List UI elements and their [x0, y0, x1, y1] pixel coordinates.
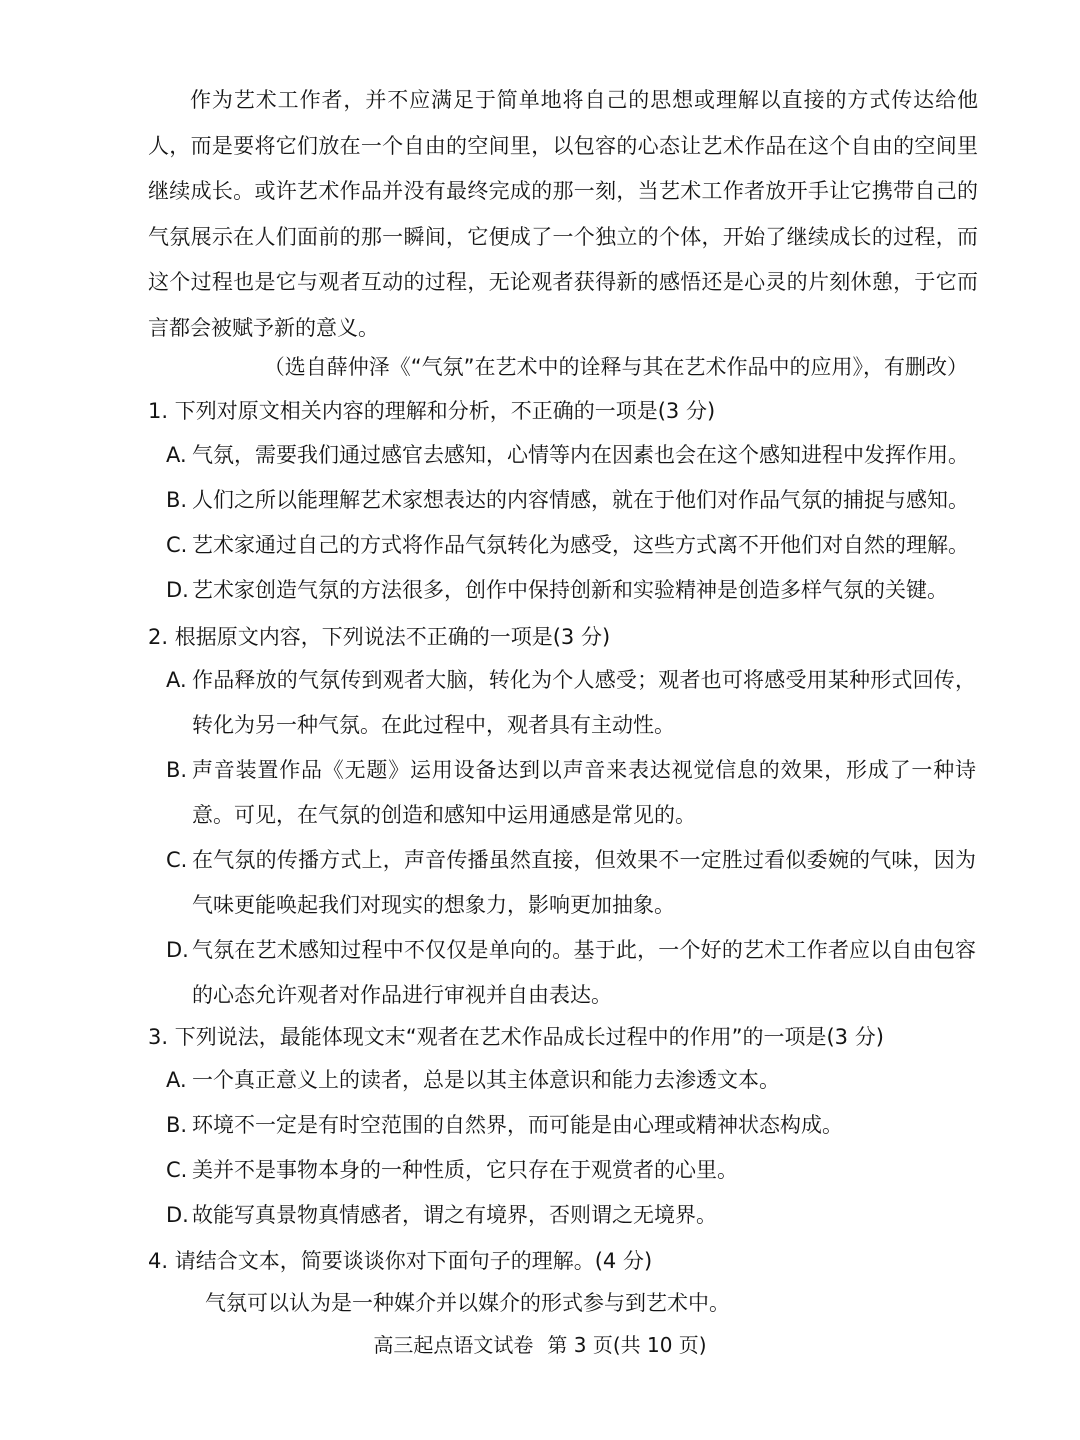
option-text: 美并不是事物本身的一种性质，它只存在于观赏者的心里。	[192, 1158, 738, 1182]
exam-title: 高三起点语文试卷	[373, 1333, 534, 1357]
option-text: 艺术家创造气氛的方法很多，创作中保持创新和实验精神是创造多样气氛的关键。	[192, 578, 948, 602]
option-label: B.	[166, 1113, 188, 1137]
option-label: C.	[166, 848, 188, 872]
option-text: 人们之所以能理解艺术家想表达的内容情感，就在于他们对作品气氛的捕捉与感知。	[192, 488, 969, 512]
question-3-option-d	[166, 1193, 976, 1238]
passage-source: （选自薛仲泽《“气氛”在艺术中的诠释与其在艺术作品中的应用》，有删改）	[263, 355, 968, 379]
option-label: C.	[166, 1158, 188, 1182]
question-3-stem: 3. 下列说法，最能体现文末“观者在艺术作品成长过程中的作用”的一项是(3 分)	[148, 1025, 884, 1049]
option-label: D.	[166, 1203, 189, 1227]
question-1-option-d	[166, 568, 976, 613]
option-label: D.	[166, 938, 189, 962]
page-footer	[0, 1330, 1080, 1360]
question-2-option-b	[166, 748, 976, 838]
option-label: C.	[166, 533, 188, 557]
question-4-stem: 4. 请结合文本，简要谈谈你对下面句子的理解。(4 分)	[148, 1249, 653, 1273]
question-2-stem: 2. 根据原文内容，下列说法不正确的一项是(3 分)	[148, 625, 611, 649]
option-label: B.	[166, 488, 188, 512]
option-text: 气氛在艺术感知过程中不仅仅是单向的。基于此，一个好的艺术工作者应以自由包容的心态允许观者对作品进行审视并自由表达。	[192, 938, 976, 1007]
option-text: 一个真正意义上的读者，总是以其主体意识和能力去渗透文本。	[192, 1068, 780, 1092]
option-text: 在气氛的传播方式上，声音传播虽然直接，但效果不一定胜过看似委婉的气味，因为气味更能唤起我们对现实的想象力，影响更加抽象。	[192, 848, 976, 917]
option-label: B.	[166, 758, 188, 782]
question-2-option-d	[166, 928, 976, 1018]
question-2-option-c	[166, 838, 976, 928]
page-number: 第 3 页(共 10 页)	[547, 1333, 707, 1357]
question-3-option-c	[166, 1148, 976, 1193]
question-1-stem: 1. 下列对原文相关内容的理解和分析，不正确的一项是(3 分)	[148, 399, 716, 423]
option-label: A.	[166, 668, 187, 692]
option-text: 环境不一定是有时空范围的自然界，而可能是由心理或精神状态构成。	[192, 1113, 843, 1137]
question-1-option-c	[166, 523, 976, 568]
question-3-option-b	[166, 1103, 976, 1148]
option-label: D.	[166, 578, 189, 602]
question-2-option-a	[166, 658, 976, 748]
option-text: 艺术家通过自己的方式将作品气氛转化为感受，这些方式离不开他们对自然的理解。	[192, 533, 969, 557]
option-text: 声音装置作品《无题》运用设备达到以声音来表达视觉信息的效果，形成了一种诗意。可见，在气氛的创造和感知中运用通感是常见的。	[192, 758, 976, 827]
question-4-quote: 气氛可以认为是一种媒介并以媒介的形式参与到艺术中。	[205, 1291, 730, 1315]
option-label: A.	[166, 1068, 187, 1092]
passage-paragraph: 作为艺术工作者，并不应满足于简单地将自己的思想或理解以直接的方式传达给他人，而是要将它们放在一个自由的空间里，以包容的心态让艺术作品在这个自由的空间里继续成长。或许艺术作品并没有最终完成的那一刻，当艺术工作者放开手让它携带自己的气氛展示在人们面前的那一瞬间，它便成了一个独立的个体，开始了继续成长的过程，而这个过程也是它与观者互动的过程，无论观者获得新的感悟还是心灵的片刻休憩，于它而言都会被赋予新的意义。	[148, 88, 978, 340]
option-text: 故能写真景物真情感者，谓之有境界，否则谓之无境界。	[192, 1203, 717, 1227]
option-text: 作品释放的气氛传到观者大脑，转化为个人感受；观者也可将感受用某种形式回传，转化为另一种气氛。在此过程中，观者具有主动性。	[192, 668, 976, 737]
question-3-option-a	[166, 1058, 976, 1103]
option-text: 气氛，需要我们通过感官去感知，心情等内在因素也会在这个感知进程中发挥作用。	[192, 443, 969, 467]
option-label: A.	[166, 443, 187, 467]
question-1-option-a	[166, 433, 976, 478]
question-1-option-b	[166, 478, 976, 523]
